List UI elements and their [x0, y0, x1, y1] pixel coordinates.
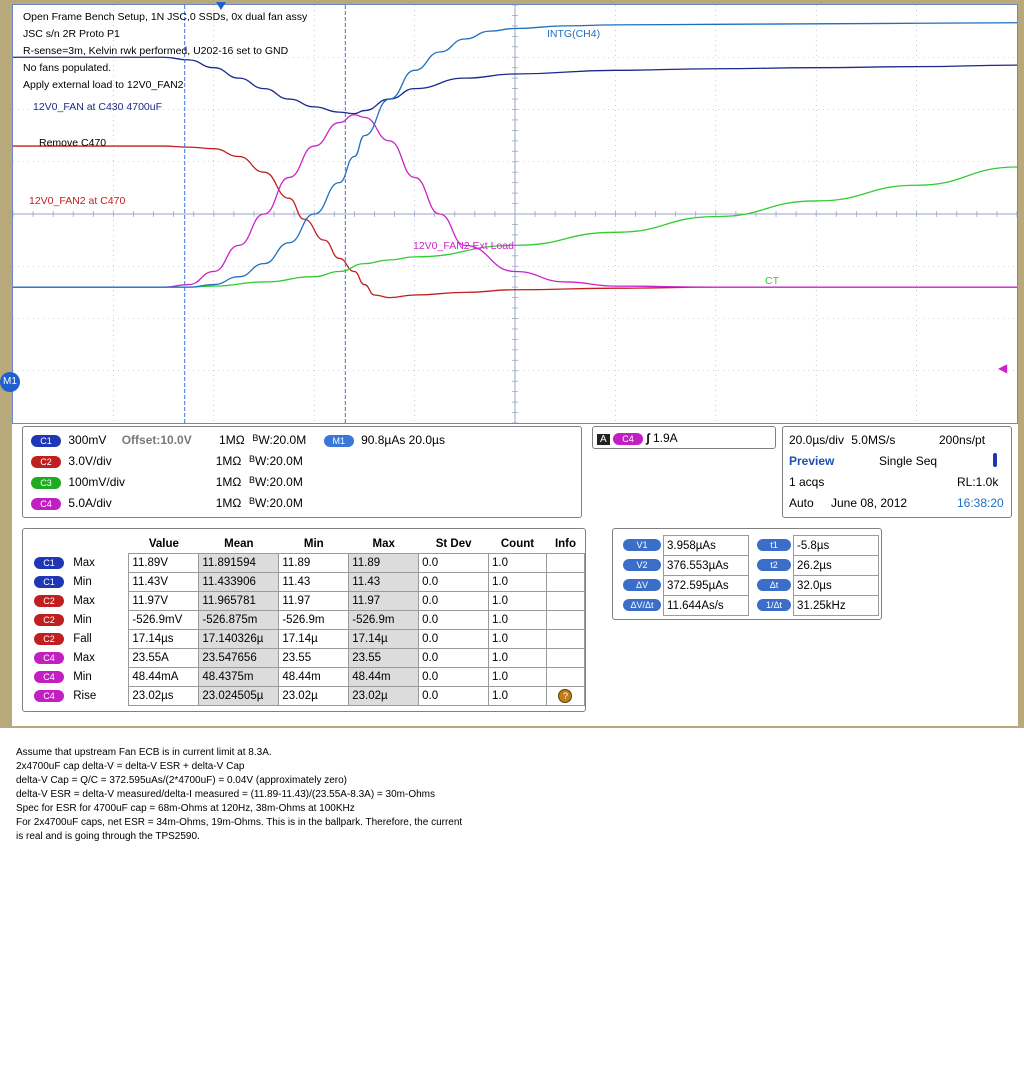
measurement-count: 1.0 [489, 592, 547, 611]
measurement-row[interactable] [31, 573, 585, 592]
measurement-min: 23.55 [279, 649, 349, 668]
header-min: Min [303, 538, 324, 550]
badge-c3: C3 [31, 477, 61, 489]
measurement-label [31, 554, 129, 573]
measurement-min: 11.43 [279, 573, 349, 592]
cursor-row [621, 536, 879, 556]
note-line: is real and is going through the TPS2590. [16, 831, 200, 842]
cursor-v-label: V2 [623, 559, 661, 571]
cursor-t-value: 31.25kHz [794, 596, 879, 616]
measurement-label [31, 649, 129, 668]
c4-bw: W:20.0M [255, 496, 303, 510]
trigger-mode: A [597, 434, 610, 445]
measurement-mean: 11.433906 [199, 573, 279, 592]
measurement-row[interactable] [31, 630, 585, 649]
measurement-channel-badge: C4 [34, 652, 64, 664]
annotation-line-2: JSC s/n 2R Proto P1 [23, 28, 120, 40]
time-per-div: 20.0µs/div [789, 433, 844, 447]
cursor-v-value: 372.595µAs [664, 576, 749, 596]
acq-mode: Single Seq [879, 454, 938, 468]
annotation-line-4: No fans populated. [23, 62, 112, 74]
marker-m1-label: M1 [3, 376, 17, 387]
measurement-stdev: 0.0 [419, 611, 489, 630]
measurement-stdev: 0.0 [419, 592, 489, 611]
cursor-v-label-cell [621, 576, 664, 596]
waveform-display [12, 4, 1018, 424]
header-mean: Mean [224, 538, 254, 550]
cursor-t-label: t2 [757, 559, 791, 571]
c4-bw-b: B [249, 496, 256, 506]
annotation-line-1: Open Frame Bench Setup, 1N JSC,0 SSDs, 0x dual fan assy [23, 11, 308, 23]
measurement-info [546, 611, 584, 630]
measurement-row[interactable] [31, 611, 585, 630]
label-remove: Remove C470 [39, 137, 107, 149]
measurement-label [31, 668, 129, 687]
channel-row-c2[interactable] [31, 454, 303, 468]
label-ct: CT [765, 275, 779, 287]
measurement-channel-badge: C1 [34, 557, 64, 569]
cursor-t-label-cell [749, 596, 794, 616]
header-value: Value [148, 538, 179, 550]
m1-value: 90.8µAs 20.0µs [361, 433, 445, 447]
channel-settings-panel [22, 426, 582, 518]
measurement-value: 23.02µs [129, 687, 199, 706]
acq-count: 1 acqs [789, 475, 825, 489]
measurement-mean: 17.140326µ [199, 630, 279, 649]
measurement-value: 48.44mA [129, 668, 199, 687]
measurement-stdev: 0.0 [419, 630, 489, 649]
measurement-min: 17.14µ [279, 630, 349, 649]
note-line: Assume that upstream Fan ECB is in current limit at 8.3A. [16, 747, 272, 758]
label-c1: 12V0_FAN at C430 4700uF [33, 101, 163, 113]
measurement-type: Min [73, 671, 92, 684]
measurement-mean: 11.891594 [199, 554, 279, 573]
measurement-info [546, 573, 584, 592]
cursor-top-marker-icon[interactable] [216, 2, 226, 10]
c2-bw-b: B [249, 454, 256, 464]
header-max: Max [372, 538, 395, 550]
time-per-point: 200ns/pt [939, 433, 986, 447]
notes [16, 746, 462, 844]
cursor-t-label: Δt [757, 579, 791, 591]
measurement-min: 11.97 [279, 592, 349, 611]
measurement-row[interactable] [31, 554, 585, 573]
trigger-slope-icon: ∫ [646, 431, 650, 445]
trigger-auto: Auto [789, 496, 814, 510]
measurement-min: -526.9m [279, 611, 349, 630]
measurement-channel-badge: C1 [34, 576, 64, 588]
marker-m1[interactable] [0, 372, 20, 392]
c1-offset: Offset:10.0V [121, 433, 192, 447]
cursor-t-value: 32.0µs [794, 576, 879, 596]
label-c4: 12V0_FAN2 Ext Load [413, 240, 514, 252]
measurement-type: Min [73, 614, 92, 627]
record-length: RL:1.0k [957, 475, 999, 489]
trigger-source-badge: C4 [613, 433, 643, 445]
measurements-header [31, 535, 585, 554]
c4-scale: 5.0A/div [68, 496, 112, 510]
badge-m1: M1 [324, 435, 354, 447]
c3-scale: 100mV/div [68, 475, 126, 489]
measurements-panel [22, 528, 586, 712]
note-line: 2x4700uF cap delta-V = delta-V ESR + delta-V Cap [16, 761, 245, 772]
timebase-panel[interactable] [782, 426, 1012, 518]
measurement-row[interactable] [31, 668, 585, 687]
measurement-channel-badge: C4 [34, 690, 64, 702]
measurement-max: 48.44m [349, 668, 419, 687]
annotation-line-5: Apply external load to 12V0_FAN2 [23, 79, 184, 91]
cursor-t-value: 26.2µs [794, 556, 879, 576]
c1-bw: W:20.0M [258, 433, 307, 447]
note-line: delta-V Cap = Q/C = 372.595uAs/(2*4700uF) = 0.04V (approximately zero) [16, 775, 348, 786]
c1-impedance: 1MΩ [219, 433, 245, 447]
cursor-v-value: 11.644As/s [664, 596, 749, 616]
measurement-channel-badge: C2 [34, 595, 64, 607]
measurement-mean: -526.875m [199, 611, 279, 630]
cursor-t-value: -5.8µs [794, 536, 879, 556]
measurement-info [546, 649, 584, 668]
c3-impedance: 1MΩ [215, 475, 242, 489]
cursor-t-label: t1 [757, 539, 791, 551]
cursor-v-label: ΔV/Δt [623, 599, 661, 611]
annotation-block [23, 9, 307, 94]
badge-c4: C4 [31, 498, 61, 510]
measurement-row[interactable] [31, 687, 585, 706]
header-info: Info [554, 538, 577, 550]
measurement-min: 23.02µ [279, 687, 349, 706]
measurement-count: 1.0 [489, 611, 547, 630]
note-line: delta-V ESR = delta-V measured/delta-I measured = (11.89-11.43)/(23.55A-8.3A) = 30m-Ohms [16, 789, 436, 800]
cursor-readout-panel [612, 528, 882, 620]
cursor-row [621, 576, 879, 596]
cursor-row [621, 596, 879, 616]
measurement-row[interactable] [31, 649, 585, 668]
trigger-panel[interactable] [592, 426, 776, 449]
note-line: Spec for ESR for 4700uF cap = 68m-Ohms at 120Hz, 38m-Ohms at 100KHz [16, 803, 355, 814]
measurement-max: 23.55 [349, 649, 419, 668]
measurement-channel-badge: C2 [34, 633, 64, 645]
measurement-max: 23.02µ [349, 687, 419, 706]
measurement-min: 11.89 [279, 554, 349, 573]
measurement-mean: 23.547656 [199, 649, 279, 668]
measurement-stdev: 0.0 [419, 649, 489, 668]
measurement-type: Fall [73, 633, 92, 646]
cursor-v-label: ΔV [623, 579, 661, 591]
measurement-type: Max [73, 652, 95, 665]
cursor-v-label: V1 [623, 539, 661, 551]
measurement-stdev: 0.0 [419, 668, 489, 687]
c2-impedance: 1MΩ [215, 454, 242, 468]
badge-c1: C1 [31, 435, 61, 447]
measurement-stdev: 0.0 [419, 687, 489, 706]
measurement-max: 11.97 [349, 592, 419, 611]
measurement-value: 17.14µs [129, 630, 199, 649]
trigger-level: 1.9A [653, 431, 678, 445]
channel-row-c1[interactable] [31, 433, 445, 447]
measurements-table [31, 535, 585, 706]
measurement-stdev: 0.0 [419, 573, 489, 592]
measurement-info [546, 554, 584, 573]
channel-row-c4[interactable] [31, 496, 303, 510]
cursor-t-label-cell [749, 536, 794, 556]
preview-status: Preview [789, 454, 835, 468]
cursor-t-label: 1/Δt [757, 599, 791, 611]
cursor-v-label-cell [621, 596, 664, 616]
measurement-label [31, 592, 129, 611]
sample-rate: 5.0MS/s [851, 433, 896, 447]
measurement-label [31, 573, 129, 592]
measurement-max: 11.43 [349, 573, 419, 592]
measurement-count: 1.0 [489, 630, 547, 649]
measurement-channel-badge: C4 [34, 671, 64, 683]
measurement-min: 48.44m [279, 668, 349, 687]
c1-bw-b: B [252, 433, 259, 443]
measurement-label [31, 687, 129, 706]
annotation-line-3: R-sense=3m, Kelvin rwk performed, U202-16 set to GND [23, 45, 289, 57]
measurement-label [31, 630, 129, 649]
measurement-type: Min [73, 576, 92, 589]
measurement-info [546, 687, 584, 706]
measurement-type: Max [73, 557, 95, 570]
measurement-value: -526.9mV [129, 611, 199, 630]
note-line: For 2x4700uF caps, net ESR = 34m-Ohms, 19m-Ohms. This is in the ballpark. Therefore, the current [16, 817, 463, 828]
measurement-info [546, 592, 584, 611]
c2-bw: W:20.0M [255, 454, 303, 468]
measurement-value: 11.97V [129, 592, 199, 611]
c1-scale: 300mV [68, 433, 107, 447]
measurement-type: Max [73, 595, 95, 608]
c3-bw-b: B [249, 475, 256, 485]
measurement-max: 11.89 [349, 554, 419, 573]
measurement-channel-badge: C2 [34, 614, 64, 626]
info-icon[interactable]: ? [558, 689, 572, 703]
measurement-count: 1.0 [489, 668, 547, 687]
measurement-count: 1.0 [489, 573, 547, 592]
measurement-count: 1.0 [489, 554, 547, 573]
thermometer-icon [993, 453, 997, 467]
cursor-t-label-cell [749, 576, 794, 596]
cursor-v-value: 3.958µAs [664, 536, 749, 556]
badge-c2: C2 [31, 456, 61, 468]
measurement-stdev: 0.0 [419, 554, 489, 573]
measurement-mean: 11.965781 [199, 592, 279, 611]
measurement-max: 17.14µ [349, 630, 419, 649]
capture-date: June 08, 2012 [831, 496, 908, 510]
channel-row-c3[interactable] [31, 475, 303, 489]
cursor-t-label-cell [749, 556, 794, 576]
measurement-label [31, 611, 129, 630]
trigger-arrow-icon: ◀ [998, 361, 1008, 375]
measurement-value: 11.89V [129, 554, 199, 573]
measurement-count: 1.0 [489, 649, 547, 668]
capture-time: 16:38:20 [957, 496, 1004, 510]
label-c2: 12V0_FAN2 at C470 [29, 195, 126, 207]
c4-impedance: 1MΩ [215, 496, 242, 510]
c2-scale: 3.0V/div [68, 454, 112, 468]
measurement-info [546, 668, 584, 687]
measurement-value: 11.43V [129, 573, 199, 592]
c3-bw: W:20.0M [255, 475, 303, 489]
cursor-v-value: 376.553µAs [664, 556, 749, 576]
header-stdev: St Dev [435, 538, 472, 550]
label-intg: INTG(CH4) [547, 28, 601, 40]
measurement-mean: 48.4375m [199, 668, 279, 687]
cursor-row [621, 556, 879, 576]
measurement-info [546, 630, 584, 649]
header-count: Count [500, 538, 535, 550]
measurement-row[interactable] [31, 592, 585, 611]
timebase-row-1 [789, 433, 895, 447]
cursor-v-label-cell [621, 536, 664, 556]
cursor-readout-table [621, 535, 879, 616]
measurement-max: -526.9m [349, 611, 419, 630]
measurement-count: 1.0 [489, 687, 547, 706]
measurement-type: Rise [73, 690, 97, 703]
cursor-v-label-cell [621, 556, 664, 576]
measurement-value: 23.55A [129, 649, 199, 668]
measurement-mean: 23.024505µ [199, 687, 279, 706]
trigger-row [597, 431, 678, 445]
